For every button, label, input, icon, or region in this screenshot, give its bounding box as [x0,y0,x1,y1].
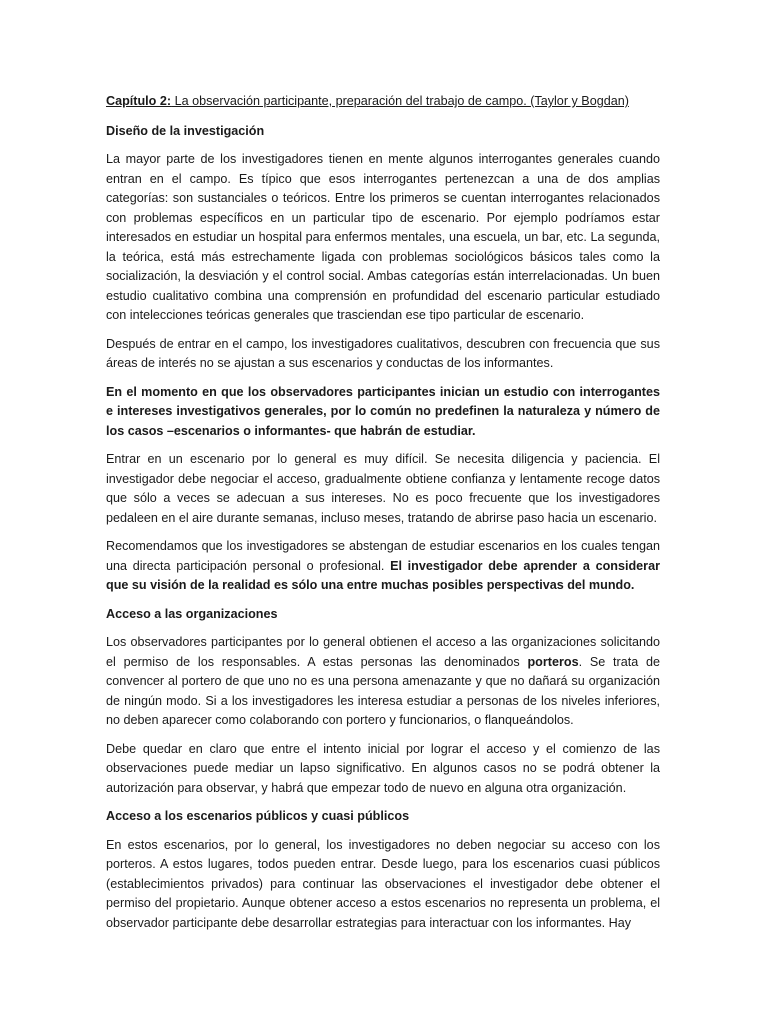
section-heading-diseno: Diseño de la investigación [106,123,265,138]
paragraph-8: En estos escenarios, por lo general, los investigadores no deben negociar su acceso con los porteros. A estos lugares, todos pueden entrar. Desde luego, para los escenarios cuasi públicos (establecimientos privados) para continuar las observaciones el investigador debe obtener el permiso del propietario. Aunque obtener acceso a estos escenarios no representa un problema, el observador participante debe desarrollar estrategias para interactuar con los informantes. Hay [106,837,660,930]
paragraph-1: La mayor parte de los investigadores tienen en mente algunos interrogantes generales cuando entran en el campo. Es típico que esos interrogantes pertenezcan a una de dos amplias categorías: son sustanciales o teóricos. Entre los primeros se cuentan interrogantes relacionados con problemas específicos en un particular tipo de escenario. Por ejemplo podríamos estar interesados en estudiar un hospital para enfermos mentales, una escuela, un bar, etc. La segunda, la teórica, está más estrechamente ligada con problemas sociológicos básicos tales como la socialización, la desviación y el control social. Ambas categorías están interrelacionadas. Un buen estudio cualitativo combina una comprensión en profundidad del escenario particular estudiado con intelecciones teóricas generales que trasciendan ese tipo particular de escenario. [106,152,660,322]
paragraph-6-part-c: . Se trata de convencer al portero de que uno no es una persona amenazante y que no dañará su organización de ningún modo. Si a los investigadores les interesa estudiar a personas de los niveles inferiores, no deben aparecer como colaborando con portero y funcionarios, o flanqueándolos. [106,654,661,727]
document-body [106,92,660,942]
section-heading-escenarios-publicos: Acceso a los escenarios públicos y cuasi públicos [106,809,410,823]
paragraph-3: En el momento en que los observadores participantes inician un estudio con interrogantes e intereses investigativos generales, por lo común no predefinen la naturaleza y número de los casos –escenarios o informantes- que habrán de estudiar. [106,384,660,438]
paragraph-6-porteros: porteros [527,654,579,669]
paragraph-5-plain: Recomendamos que los investigadores se abstengan de estudiar escenarios en los cuales tengan una directa participación personal o profesional. [106,539,660,573]
paragraph-4: Entrar en un escenario por lo general es muy difícil. Se necesita diligencia y paciencia. El investigador debe negociar el acceso, gradualmente obtiene confianza y lentamente recoge datos que sólo a veces se adecuan a sus intereses. No es poco frecuente que los investigadores pedaleen en el aire durante semanas, incluso meses, tratando de abrirse paso hacia un escenario. [106,452,660,525]
paragraph-5 [106,537,660,596]
paragraph-6-part-a: Los observadores participantes por lo general obtienen el acceso a las organizaciones solicitando el permiso de los responsables. A estas personas las denominados [106,635,660,669]
paragraph-2: Después de entrar en el campo, los investigadores cualitativos, descubren con frecuencia que sus áreas de interés no se ajustan a sus escenarios y conductas de los informantes. [106,336,660,370]
paragraph-7: Debe quedar en claro que entre el intento inicial por lograr el acceso y el comienzo de las observaciones puede mediar un lapso significativo. En algunos casos no se podrá obtener la autorización para observar, y habrá que empezar todo de nuevo en alguna otra organización. [106,741,660,795]
section-heading-acceso-organizaciones: Acceso a las organizaciones [106,606,278,621]
paragraph-6 [106,633,660,731]
chapter-label: Capítulo 2: [106,94,172,108]
paragraph-5-bold: El investigador debe aprender a considerar que su visión de la realidad es sólo una entre muchas posibles perspectivas del mundo. [106,558,660,592]
chapter-title-text: La observación participante, preparación del trabajo de campo. (Taylor y Bogdan) [171,94,629,108]
chapter-title [106,92,660,112]
